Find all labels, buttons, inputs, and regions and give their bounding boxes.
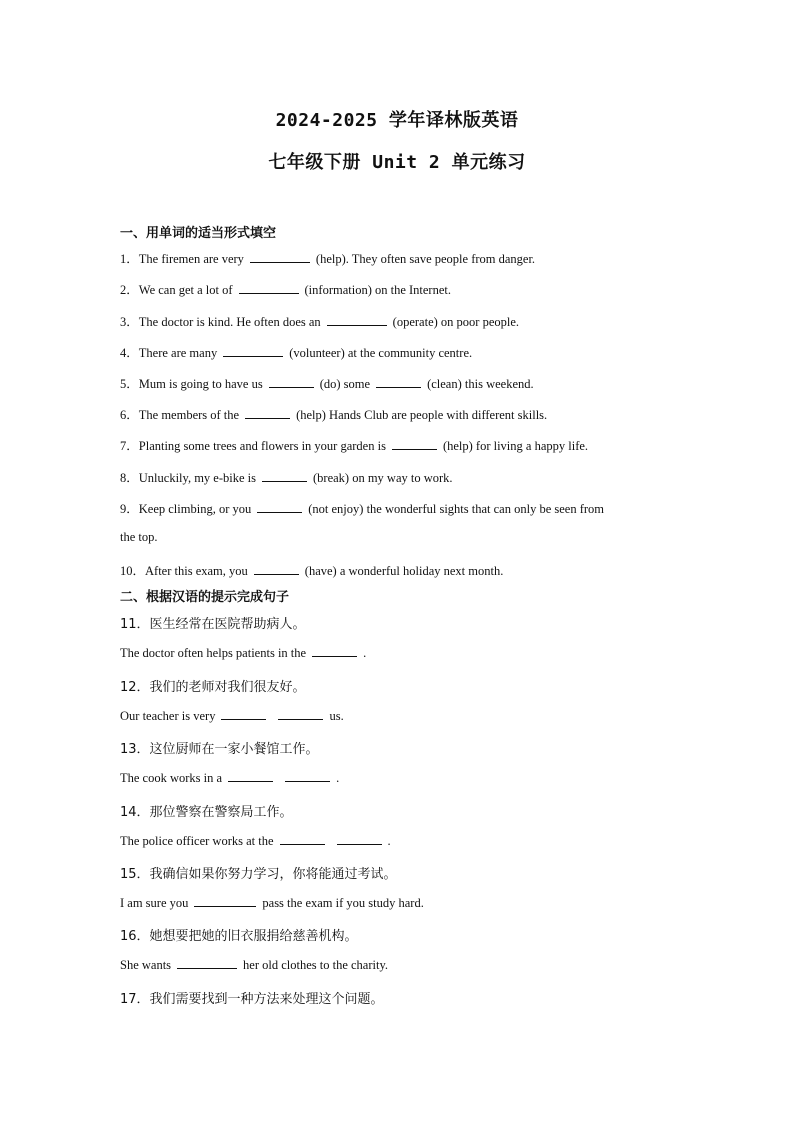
question-16-english: She wants her old clothes to the charity. [120, 958, 389, 972]
question-10: 10．After this exam, you (have) a wonderful holiday next month. [120, 564, 504, 578]
question-12-english: Our teacher is very us. [120, 709, 344, 723]
question-12-chinese: 12．我们的老师对我们很友好。 [120, 680, 306, 695]
answer-blank [337, 832, 382, 845]
question-14-english: The police officer works at the . [120, 834, 391, 848]
question-14-chinese: 14．那位警察在警察局工作。 [120, 805, 293, 820]
answer-blank [245, 406, 290, 419]
question-1: 1．The firemen are very (help). They often save people from danger. [120, 252, 536, 266]
answer-blank [327, 313, 387, 326]
question-3: 3．The doctor is kind. He often does an (operate) on poor people. [120, 315, 520, 329]
answer-blank [269, 375, 314, 388]
section-heading-2: 二、根据汉语的提示完成句子 [120, 590, 290, 605]
answer-blank [312, 644, 357, 657]
question-17-chinese: 17．我们需要找到一种方法来处理这个问题。 [120, 992, 384, 1007]
answer-blank [376, 375, 421, 388]
question-13-chinese: 13．这位厨师在一家小餐馆工作。 [120, 742, 319, 757]
question-13-english: The cook works in a . [120, 771, 340, 785]
question-9-continued: the top. [120, 530, 158, 544]
document-title: 2024-2025 学年译林版英语 [275, 110, 519, 131]
question-11-chinese: 11．医生经常在医院帮助病人。 [120, 617, 306, 632]
question-8: 8．Unluckily, my e-bike is (break) on my way to work. [120, 471, 453, 485]
question-2: 2．We can get a lot of (information) on the Internet. [120, 283, 451, 297]
question-9: 9．Keep climbing, or you (not enjoy) the wonderful sights that can only be seen from [120, 502, 605, 516]
answer-blank [194, 894, 256, 907]
answer-blank [239, 281, 299, 294]
answer-blank [228, 769, 273, 782]
question-5: 5．Mum is going to have us (do) some (clean) this weekend. [120, 377, 534, 391]
question-7: 7．Planting some trees and flowers in your garden is (help) for living a happy life. [120, 439, 589, 453]
answer-blank [285, 769, 330, 782]
answer-blank [250, 250, 310, 263]
answer-blank [257, 500, 302, 513]
answer-blank [221, 707, 266, 720]
question-15-chinese: 15．我确信如果你努力学习，你将能通过考试。 [120, 867, 397, 882]
answer-blank [280, 832, 325, 845]
answer-blank [278, 707, 323, 720]
question-15-english: I am sure you pass the exam if you study hard. [120, 896, 424, 910]
section-heading-1: 一、用单词的适当形式填空 [120, 226, 277, 241]
question-6: 6．The members of the (help) Hands Club are people with different skills. [120, 408, 548, 422]
answer-blank [254, 562, 299, 575]
answer-blank [223, 344, 283, 357]
answer-blank [177, 956, 237, 969]
answer-blank [392, 437, 437, 450]
document-subtitle: 七年级下册 Unit 2 单元练习 [268, 152, 526, 173]
answer-blank [262, 469, 307, 482]
question-16-chinese: 16．她想要把她的旧衣服捐给慈善机构。 [120, 929, 358, 944]
question-11-english: The doctor often helps patients in the . [120, 646, 367, 660]
question-4: 4．There are many (volunteer) at the community centre. [120, 346, 473, 360]
